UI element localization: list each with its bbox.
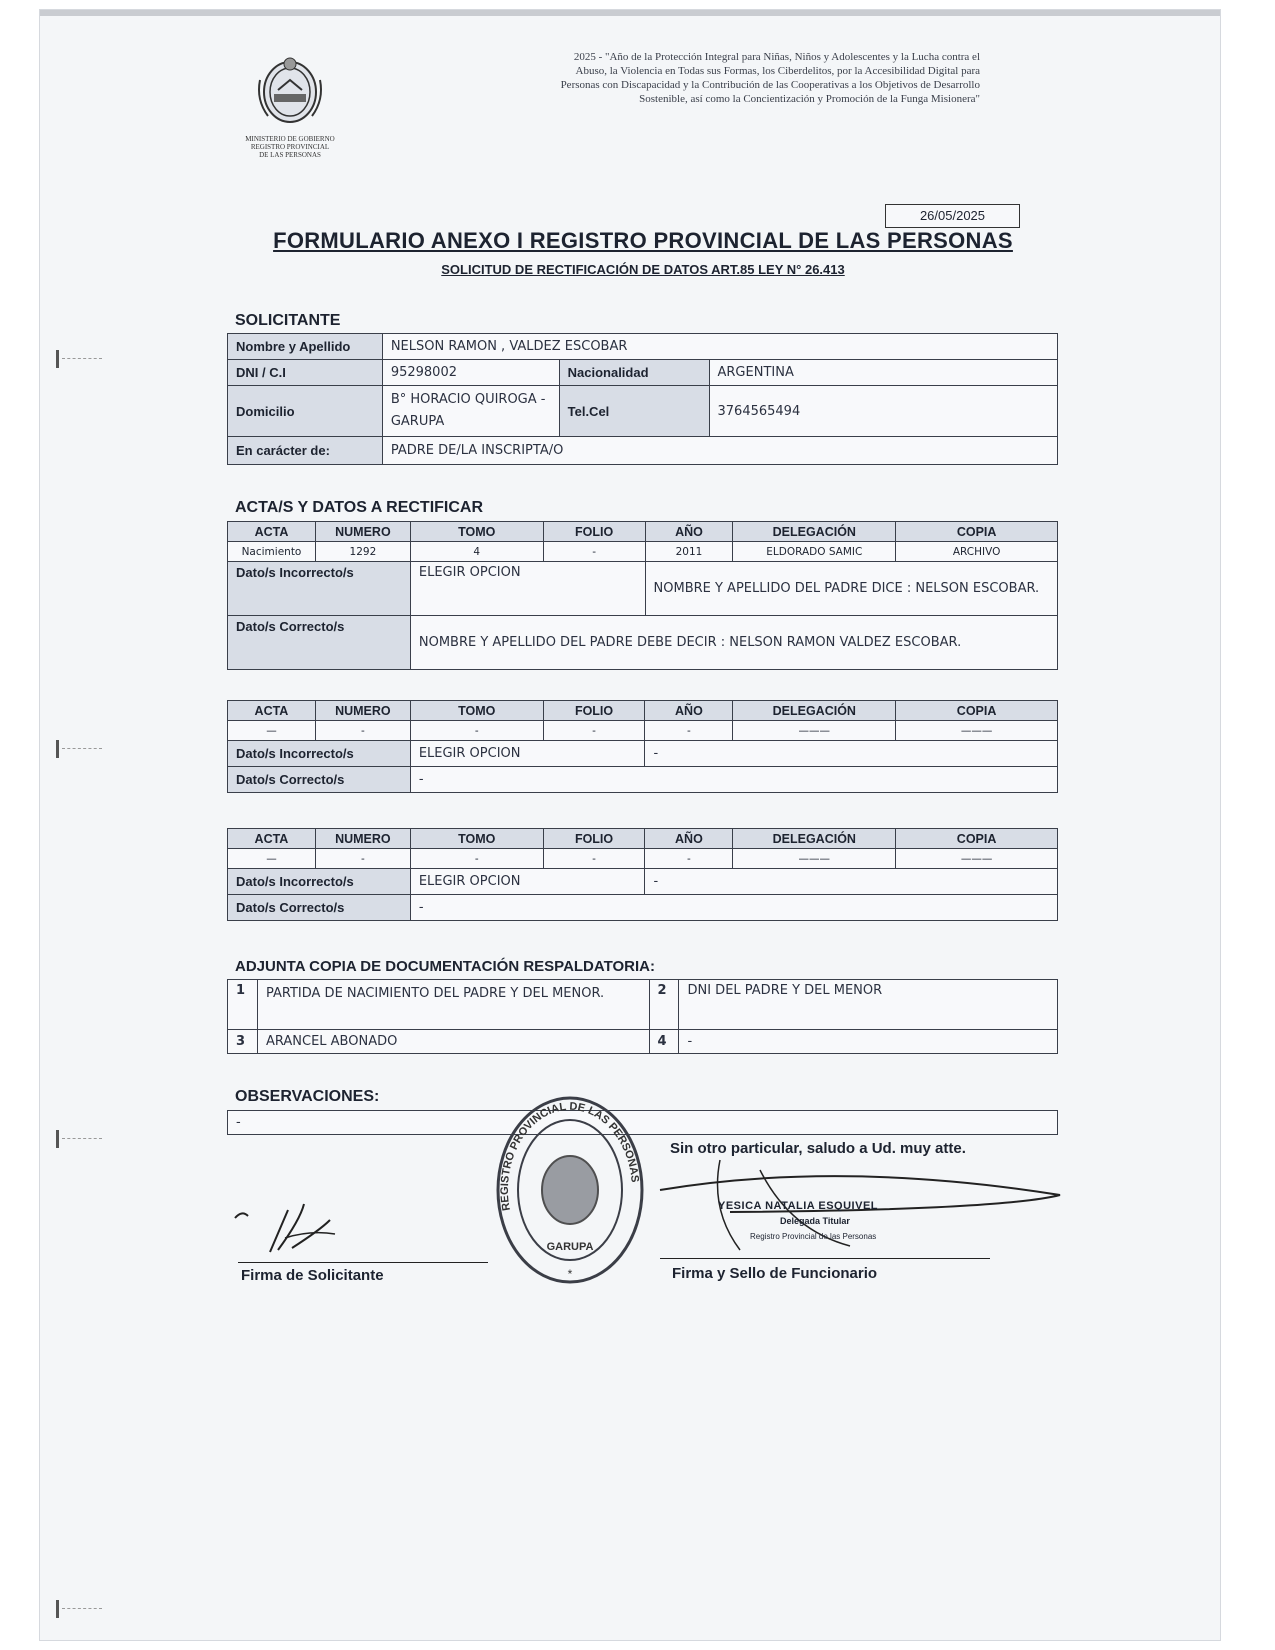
numero-cell: 1292	[315, 542, 410, 562]
anio-cell: -	[645, 849, 733, 869]
col-acta: ACTA	[228, 829, 316, 849]
observaciones-value: -	[228, 1111, 1058, 1135]
incorrect-label: Dato/s Incorrecto/s	[228, 869, 411, 895]
star-icon: *	[567, 1267, 573, 1281]
nacionalidad-value: ARGENTINA	[709, 360, 1058, 386]
col-delegacion: DELEGACIÓN	[733, 522, 896, 542]
form-title: FORMULARIO ANEXO I REGISTRO PROVINCIAL DE LAS PERSONAS	[273, 228, 1013, 253]
applicant-signature	[230, 1190, 350, 1260]
correct-label: Dato/s Correcto/s	[228, 895, 411, 921]
signature-line	[660, 1258, 990, 1259]
item-text: ARANCEL ABONADO	[257, 1030, 649, 1054]
punch-mark	[56, 1130, 69, 1148]
col-tomo: TOMO	[410, 522, 543, 542]
official-signature-label: Firma y Sello de Funcionario	[672, 1265, 878, 1282]
col-copia: COPIA	[896, 522, 1058, 542]
delegacion-cell: ELDORADO SAMIC	[733, 542, 896, 562]
punch-mark	[56, 1600, 69, 1618]
nacionalidad-label: Nacionalidad	[559, 360, 709, 386]
section-heading-actas: ACTA/S Y DATOS A RECTIFICAR	[235, 499, 484, 516]
option-value: ELEGIR OPCION	[410, 562, 645, 616]
incorrect-value: -	[645, 869, 1058, 895]
col-delegacion: DELEGACIÓN	[733, 829, 896, 849]
item-number: 3	[228, 1030, 258, 1054]
delegacion-cell: ———	[733, 849, 896, 869]
dni-label: DNI / C.I	[228, 360, 383, 386]
item-text: DNI DEL PADRE Y DEL MENOR	[679, 980, 1058, 1030]
section-heading-solicitante: SOLICITANTE	[235, 312, 341, 329]
caracter-label: En carácter de:	[228, 437, 383, 465]
col-copia: COPIA	[896, 829, 1058, 849]
col-copia: COPIA	[896, 701, 1058, 721]
acta-cell: Nacimiento	[228, 542, 316, 562]
domicilio-value: B° HORACIO QUIROGA - GARUPA	[382, 386, 559, 437]
col-numero: NUMERO	[315, 522, 410, 542]
item-number: 2	[649, 980, 679, 1030]
folio-cell: -	[543, 542, 645, 562]
official-org: Registro Provincial de las Personas	[750, 1232, 877, 1241]
col-anio: AÑO	[645, 829, 733, 849]
year-motto: 2025 - "Año de la Protección Integral para Niñas, Niños y Adolescentes y la Lucha contra el Abuso, la Violencia en Todas sus Formas, los Ciberdelitos, por la Accesibilidad Digital para Personas con Discapacidad y la Contribución de las Cooperativas a los Objetivos de Desarrollo Sostenible, así como la Concientización y Promoción de la Funga Misionera"	[560, 51, 980, 105]
anio-cell: 2011	[645, 542, 733, 562]
tel-label: Tel.Cel	[559, 386, 709, 437]
correct-value: -	[410, 895, 1057, 921]
copia-cell: ———	[896, 721, 1058, 741]
item-number: 1	[228, 980, 258, 1030]
delegacion-cell: ———	[733, 721, 896, 741]
tomo-cell: 4	[410, 542, 543, 562]
domicilio-label: Domicilio	[228, 386, 383, 437]
incorrect-value: -	[645, 741, 1058, 767]
ministry-logo	[215, 50, 365, 159]
col-anio: AÑO	[645, 522, 733, 542]
signature-line	[238, 1262, 488, 1263]
item-text: PARTIDA DE NACIMIENTO DEL PADRE Y DEL MENOR.	[257, 980, 649, 1030]
section-heading-observaciones: OBSERVACIONES:	[235, 1088, 380, 1105]
incorrect-label: Dato/s Incorrecto/s	[228, 741, 411, 767]
numero-cell: -	[315, 721, 410, 741]
nombre-value: NELSON RAMON , VALDEZ ESCOBAR	[382, 334, 1057, 360]
date-field: 26/05/2025	[885, 204, 1020, 228]
copia-cell: ARCHIVO	[896, 542, 1058, 562]
option-value: ELEGIR OPCION	[410, 741, 645, 767]
registry-stamp	[490, 1090, 650, 1290]
adjunta-table	[227, 979, 1058, 1054]
tomo-cell: -	[410, 721, 543, 741]
folio-cell: -	[543, 721, 645, 741]
acta-cell: —	[228, 721, 316, 741]
col-delegacion: DELEGACIÓN	[733, 701, 896, 721]
col-acta: ACTA	[228, 522, 316, 542]
col-numero: NUMERO	[315, 701, 410, 721]
numero-cell: -	[315, 849, 410, 869]
official-role: Delegada Titular	[780, 1216, 850, 1226]
tel-value: 3764565494	[709, 386, 1058, 437]
col-tomo: TOMO	[410, 701, 543, 721]
punch-mark	[56, 740, 69, 758]
logo-line: REGISTRO PROVINCIAL	[250, 143, 330, 151]
col-numero: NUMERO	[315, 829, 410, 849]
incorrect-label: Dato/s Incorrecto/s	[228, 562, 411, 616]
logo-line: MINISTERIO DE GOBIERNO	[245, 135, 335, 143]
acta-table-2	[227, 700, 1058, 793]
acta-table-3	[227, 828, 1058, 921]
col-acta: ACTA	[228, 701, 316, 721]
col-anio: AÑO	[645, 701, 733, 721]
item-number: 4	[649, 1030, 679, 1054]
stamp-top-text: REGISTRO PROVINCIAL DE LAS PERSONAS	[498, 1100, 641, 1212]
col-tomo: TOMO	[410, 829, 543, 849]
correct-value: -	[410, 767, 1057, 793]
correct-label: Dato/s Correcto/s	[228, 616, 411, 670]
closing-text: Sin otro particular, saludo a Ud. muy atte.	[670, 1140, 966, 1157]
document-page	[40, 10, 1220, 1640]
col-folio: FOLIO	[543, 829, 645, 849]
incorrect-value: NOMBRE Y APELLIDO DEL PADRE DICE : NELSON ESCOBAR.	[645, 562, 1057, 616]
copia-cell: ———	[896, 849, 1058, 869]
acta-table-1	[227, 521, 1058, 670]
correct-value: NOMBRE Y APELLIDO DEL PADRE DEBE DECIR : NELSON RAMON VALDEZ ESCOBAR.	[410, 616, 1057, 670]
caracter-value: PADRE DE/LA INSCRIPTA/O	[382, 437, 1057, 465]
tomo-cell: -	[410, 849, 543, 869]
acta-cell: —	[228, 849, 316, 869]
form-subtitle: SOLICITUD DE RECTIFICACIÓN DE DATOS ART.85 LEY N° 26.413	[441, 262, 845, 277]
coat-of-arms-icon	[250, 50, 330, 130]
official-name: YESICA NATALIA ESQUIVEL	[718, 1200, 879, 1212]
correct-label: Dato/s Correcto/s	[228, 767, 411, 793]
col-folio: FOLIO	[543, 522, 645, 542]
section-heading-adjunta: ADJUNTA COPIA DE DOCUMENTACIÓN RESPALDATORIA:	[235, 958, 655, 975]
dni-value: 95298002	[382, 360, 559, 386]
logo-line: DE LAS PERSONAS	[259, 151, 321, 159]
stamp-bottom-text: GARUPA	[546, 1241, 594, 1253]
applicant-signature-label: Firma de Solicitante	[241, 1267, 384, 1284]
folio-cell: -	[543, 849, 645, 869]
punch-mark	[56, 350, 69, 368]
solicitante-table	[227, 333, 1058, 465]
option-value: ELEGIR OPCION	[410, 869, 645, 895]
nombre-label: Nombre y Apellido	[228, 334, 383, 360]
anio-cell: -	[645, 721, 733, 741]
col-folio: FOLIO	[543, 701, 645, 721]
item-text: -	[679, 1030, 1058, 1054]
